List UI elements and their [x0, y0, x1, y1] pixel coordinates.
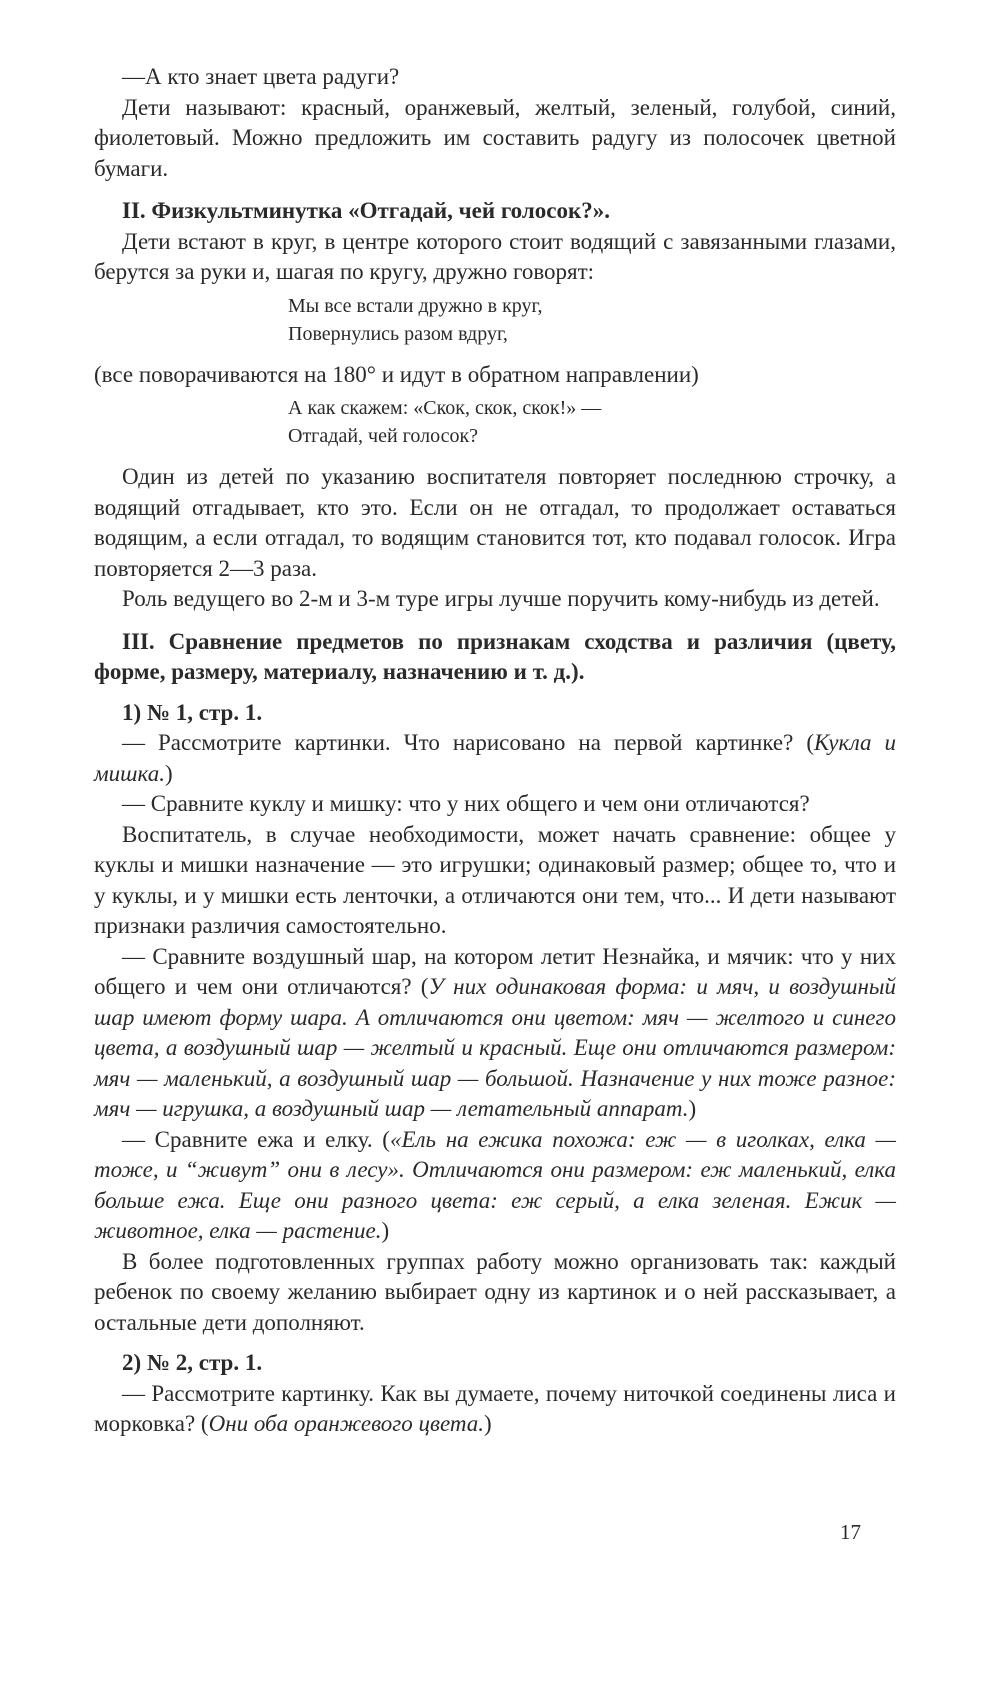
verse-line: Повернулись разом вдруг, [288, 322, 508, 345]
section-heading-3: III. Сравнение предметов по признакам сходства и различия (цвету, форме, размеру, материалу, назначению и т. д.). [94, 628, 896, 684]
page-number: 17 [840, 1520, 861, 1544]
paragraph: — Рассмотрите картинки. Что нарисовано на первой картинке? (Кукла и мишка.) [94, 730, 896, 786]
paragraph: Один из детей по указанию воспитателя повторяет последнюю строчку, а водящий отгадывает, кто это. Если он не отгадал, то продолжает оставаться водящим, а если отгадал, то водящим становится тот, кто подавал голосок. Игра повторяется 2—3 раза. [94, 464, 896, 581]
paragraph: —А кто знает цвета радуги? [122, 64, 400, 89]
paragraph: — Сравните куклу и мишку: что у них общего и чем они отличаются? [122, 791, 810, 816]
verse-block [288, 292, 896, 348]
paragraph: Роль ведущего во 2-м и 3-м туре игры лучше поручить кому-нибудь из детей. [122, 586, 880, 611]
paragraph: — Рассмотрите картинку. Как вы думаете, почему ниточкой соединены лиса и морковка? (Они оба оранжевого цвета.) [94, 1380, 896, 1436]
verse-line: А как скажем: «Скок, скок, скок!» — [288, 397, 602, 419]
paragraph: Воспитатель, в случае необходимости, может начать сравнение: общее у куклы и мишки назначение — это игрушки; одинаковый размер; общее то, что и у куклы, и у мишки есть ленточки, а отличаются они тем, что... И дети называют признаки различия самостоятельно. [94, 821, 896, 938]
paragraph: Дети называют: красный, оранжевый, желтый, зеленый, голубой, синий, фиолетовый. Можно предложить им составить радугу из полосочек цветной бумаги. [94, 94, 896, 181]
paragraph: — Сравните ежа и елку. («Ель на ежика похожа: еж — в иголках, елка — тоже, и “живут” они в лесу». Отличаются они размером: еж маленький, елка больше ежа. Еще они разного цвета: еж серый, а елка зеленая. Ежик — животное, елка — растение.) [94, 1126, 896, 1243]
paragraph: — Сравните воздушный шар, на котором летит Незнайка, и мячик: что у них общего и чем они отличаются? (У них одинаковая форма: и мяч, и воздушный шар имеют форму шара. А отличаются они цветом: мяч — желтого и синего цвета, а воздушный шар — желтый и красный. Еще они отличаются размером: мяч — маленький, а воздушный шар — большой. Назначение у них тоже разное: мяч — игрушка, а воздушный шар — летательный аппарат.) [94, 943, 897, 1121]
verse-block [288, 394, 896, 450]
paragraph: Дети встают в круг, в центре которого стоит водящий с завязанными глазами, берутся за руки и, шагая по кругу, дружно говорят: [94, 228, 896, 284]
verse-line: Мы все встали дружно в круг, [288, 294, 543, 317]
paragraph: В более подготовленных группах работу можно организовать так: каждый ребенок по своему желанию выбирает одну из картинок и о ней рассказывает, а остальные дети дополняют. [94, 1248, 896, 1335]
paragraph: (все поворачиваются на 180° и идут в обратном направлении) [94, 361, 699, 387]
section-heading-2: II. Физкультминутка «Отгадай, чей голосок?». [122, 198, 610, 223]
subheading-1: 1) № 1, стр. 1. [122, 699, 263, 725]
verse-line: Отгадай, чей голосок? [288, 425, 479, 447]
subheading-2: 2) № 2, стр. 1. [122, 1350, 263, 1375]
